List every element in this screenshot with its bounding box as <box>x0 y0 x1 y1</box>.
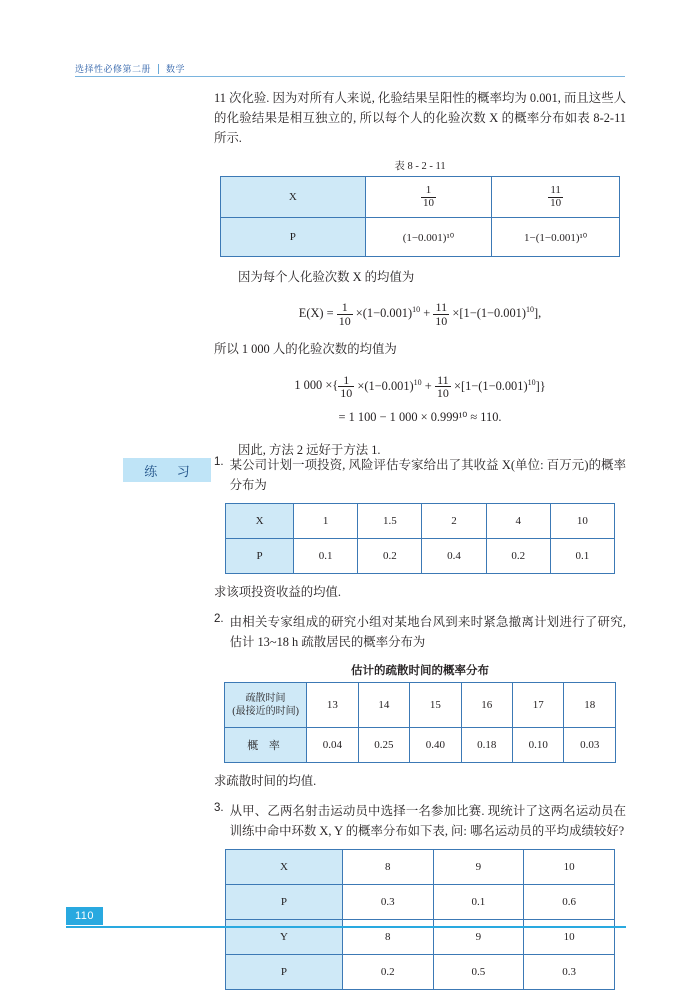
exercise-item-2 <box>214 612 626 652</box>
exercise-text: 从甲、乙两名射击运动员中选择一名参加比赛. 现统计了这两名运动员在训练中命中环数 X, Y 的概率分布如下表, 问: 哪名运动员的平均成绩较好? <box>229 804 626 838</box>
exercise-item-3 <box>214 801 626 841</box>
cell-p-4: 0.18 <box>461 728 512 763</box>
cell-x-5: 10 <box>550 504 614 539</box>
cell-p-2: 1−(1−0.001)¹⁰ <box>492 218 620 257</box>
exercise-text: 某公司计划一项投资, 风险评估专家给出了其收益 X(单位: 百万元)的概率分布为 <box>229 458 626 492</box>
cell-label-px: P <box>226 885 343 920</box>
cell-px-1: 0.3 <box>342 885 433 920</box>
exercise-list <box>214 455 626 998</box>
exercise-number: 2. <box>214 613 224 625</box>
cell-p-5: 0.1 <box>550 539 614 574</box>
cell-p-1: 0.1 <box>294 539 358 574</box>
cell-label-p: P <box>221 218 366 257</box>
cell-t-2: 14 <box>358 683 409 728</box>
header-subject: 数学 <box>166 64 186 74</box>
cell-y-3: 10 <box>524 920 615 955</box>
table-8-2-11 <box>220 176 620 257</box>
cell-p-2: 0.25 <box>358 728 409 763</box>
exercise-number: 3. <box>214 802 224 814</box>
cell-p-3: 0.4 <box>422 539 486 574</box>
cell-x-2: $\frac{11}{10}$ <box>492 177 620 218</box>
cell-y-1: 8 <box>342 920 433 955</box>
cell-x-1: $\frac{1}{10}$ <box>365 177 492 218</box>
header-separator <box>158 64 159 74</box>
exercise-3-table-wrap <box>214 849 626 990</box>
paragraph-2: 因为每个人化验次数 X 的均值为 <box>238 270 415 284</box>
formula-3: = 1 100 − 1 000 × 0.999¹⁰ ≈ 110. <box>338 409 502 424</box>
cell-x-1: 1 <box>294 504 358 539</box>
cell-py-3: 0.3 <box>524 955 615 990</box>
table-row <box>226 920 615 955</box>
table-row <box>226 955 615 990</box>
table-row <box>226 850 615 885</box>
cell-py-2: 0.5 <box>433 955 524 990</box>
paragraph-4: 因此, 方法 2 远好于方法 1. <box>238 442 381 457</box>
cell-x-2: 9 <box>433 850 524 885</box>
cell-label-p: P <box>226 539 294 574</box>
table-row <box>226 885 615 920</box>
exercise-1-table-wrap <box>214 503 626 574</box>
cell-py-1: 0.2 <box>342 955 433 990</box>
header-rule <box>75 76 625 77</box>
exercise-3-table <box>225 849 615 990</box>
exercise-2-table <box>224 682 616 763</box>
exercise-2-table-wrap <box>214 682 626 763</box>
cell-x-1: 8 <box>342 850 433 885</box>
paragraph-3: 所以 1 000 人的化验次数的均值为 <box>214 342 397 357</box>
cell-t-3: 15 <box>410 683 461 728</box>
table-row <box>226 539 615 574</box>
cell-x-3: 2 <box>422 504 486 539</box>
cell-x-3: 10 <box>524 850 615 885</box>
cell-label-py: P <box>226 955 343 990</box>
exercise-item-1 <box>214 455 626 495</box>
cell-label-x: X <box>226 850 343 885</box>
cell-p-1: 0.04 <box>307 728 358 763</box>
cell-label-x: X <box>226 504 294 539</box>
cell-t-1: 13 <box>307 683 358 728</box>
cell-x-4: 4 <box>486 504 550 539</box>
cell-x-2: 1.5 <box>358 504 422 539</box>
table-row <box>221 177 620 218</box>
exercise-2-after: 求疏散时间的均值. <box>214 774 317 788</box>
formula-1: E(X) = $\frac{1}{10}$ $\times(1-0.001)^{10}$ + $\frac{11}{10}$ $\times[1-(1-0.001)^{10}]$, <box>298 300 542 328</box>
cell-label-prob: 概 率 <box>225 728 307 763</box>
cell-p-2: 0.2 <box>358 539 422 574</box>
cell-t-4: 16 <box>461 683 512 728</box>
exercise-1-table <box>225 503 615 574</box>
exercise-text: 由相关专家组成的研究小组对某地台风到来时紧急撤离计划进行了研究, 估计 13~18 h 疏散居民的概率分布为 <box>229 615 626 649</box>
cell-label-time: 疏散时间 (最接近的时间) <box>225 683 307 728</box>
cell-px-2: 0.1 <box>433 885 524 920</box>
cell-p-5: 0.10 <box>513 728 564 763</box>
main-column <box>214 88 626 462</box>
page-number: 110 <box>66 907 103 925</box>
table-8-2-11-wrap <box>214 176 626 257</box>
cell-p-1: (1−0.001)¹⁰ <box>365 218 492 257</box>
cell-label-x: X <box>221 177 366 218</box>
cell-p-3: 0.40 <box>410 728 461 763</box>
table-row <box>221 218 620 257</box>
table-row <box>226 504 615 539</box>
table-caption: 表 8 - 2 - 11 <box>394 161 446 172</box>
table-row <box>225 683 616 728</box>
exercise-1-after: 求该项投资收益的均值. <box>214 585 342 599</box>
footer-rule <box>66 926 626 928</box>
running-header <box>75 62 185 75</box>
cell-y-2: 9 <box>433 920 524 955</box>
cell-t-5: 17 <box>513 683 564 728</box>
table-row <box>225 728 616 763</box>
cell-t-6: 18 <box>564 683 616 728</box>
cell-label-y: Y <box>226 920 343 955</box>
cell-p-6: 0.03 <box>564 728 616 763</box>
formula-2: 1 000 ×{ $\frac{1}{10}$ $\times(1-0.001)^{10}$ + $\frac{11}{10}$ $\times[1-(1-0.001)^{10}]$} <box>294 372 546 401</box>
cell-p-4: 0.2 <box>486 539 550 574</box>
exercise-label: 练 习 <box>123 458 211 482</box>
header-book: 选择性必修第二册 <box>75 64 152 74</box>
exercise-2-table-title: 估计的疏散时间的概率分布 <box>351 665 489 677</box>
cell-px-3: 0.6 <box>524 885 615 920</box>
exercise-number: 1. <box>214 456 224 468</box>
paragraph-1: 11 次化验. 因为对所有人来说, 化验结果呈阳性的概率均为 0.001, 而且这些人的化验结果是相互独立的, 所以每个人的化验次数 X 的概率分布如表 8-2-11 所示. <box>214 91 626 145</box>
